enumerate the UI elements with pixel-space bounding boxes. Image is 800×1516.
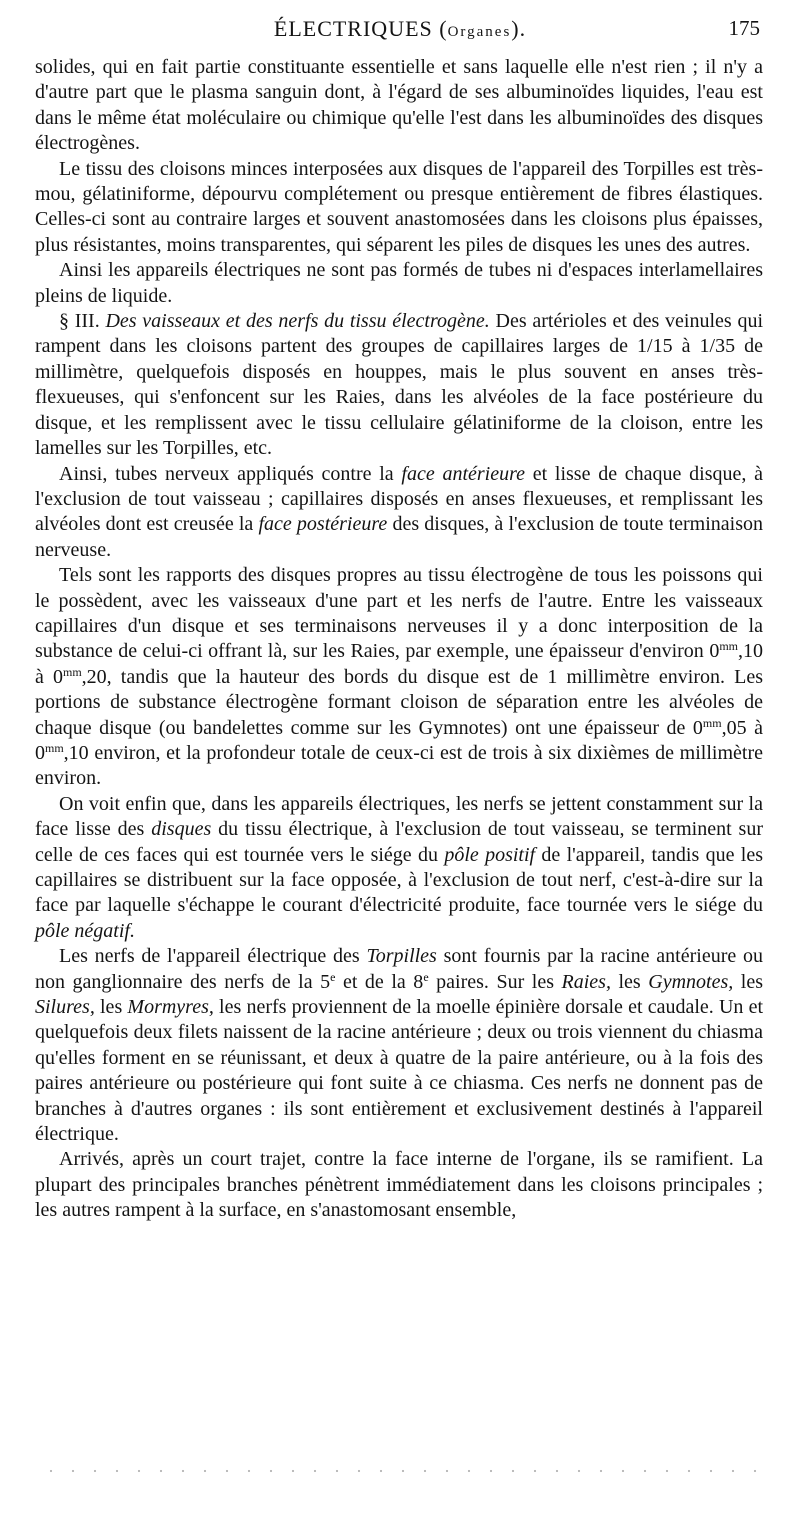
italic-text: pôle négatif. bbox=[35, 919, 135, 942]
running-header bbox=[0, 10, 800, 46]
text-segment: ,05 à 0 bbox=[35, 716, 763, 764]
italic-text: Gymnotes, bbox=[648, 970, 734, 993]
footer-noise-dots bbox=[40, 1468, 760, 1478]
paragraph bbox=[35, 309, 763, 461]
superscript-text: mm bbox=[702, 715, 722, 730]
paragraph bbox=[35, 258, 763, 309]
text-segment: ,20, tandis que la hauteur des bords du disque est de 1 millimètre environ. Les portions de substance électrogène formant cloison de séparation entre les alvéoles de chaque disque (ou bandelettes comme sur les Gymnotes) ont une épaisseur de 0 bbox=[35, 665, 763, 739]
text-segment: Le tissu des cloisons minces interposées aux disques de l'appareil des Torpilles est très-mou, gélatiniforme, dépourvu complétement ou presque entièrement de fibres élastiques. Celles-ci sont au contraire larges et souvent anastomosées dans les cloisons plus épaisses, plus résistantes, moins transparentes, qui séparent les piles de disques les unes des autres. bbox=[35, 157, 763, 256]
paragraph bbox=[35, 157, 763, 259]
text-segment: Tels sont les rapports des disques propres au tissu électrogène de tous les poissons qui le possèdent, avec les vaisseaux d'une part et les nerfs de l'autre. Entre les vaisseaux capillaires d'un disque et ses terminaisons nerveuses il y a donc interposition de la substance de celui-ci offrant là, sur les Raies, par exemple, une épaisseur d'environ 0 bbox=[35, 564, 763, 663]
running-title-smallcaps: Organes bbox=[447, 24, 512, 40]
italic-text: face postérieure bbox=[258, 513, 388, 536]
text-segment: les bbox=[733, 970, 763, 993]
italic-text: Mormyres, bbox=[127, 996, 214, 1019]
italic-text: Torpilles bbox=[366, 945, 437, 968]
text-segment: les bbox=[94, 996, 128, 1019]
running-title-main: ÉLECTRIQUES ( bbox=[273, 16, 448, 41]
italic-text: Raies, bbox=[561, 970, 611, 993]
italic-text: disques bbox=[151, 818, 212, 841]
running-title-end: ). bbox=[511, 16, 527, 41]
text-segment: des disques, à l'exclusion de toute terminaison nerveuse. bbox=[35, 513, 764, 561]
text-segment: solides, qui en fait partie constituante essentielle et sans laquelle elle n'est rien ; il n'y a d'autre part que le plasma sanguin dont, à l'égard de ses albuminoïdes liquides, l'eau est dans le même état moléculaire ou chimique qu'elle l'est dans les albuminoïdes des disques électrogènes. bbox=[35, 56, 763, 155]
superscript-text: mm bbox=[719, 639, 738, 654]
text-segment: Ainsi, tubes nerveux appliqués contre la bbox=[59, 462, 402, 485]
paragraph bbox=[35, 1147, 763, 1223]
superscript-text: mm bbox=[45, 740, 64, 755]
text-segment: les nerfs proviennent de la moelle épinière dorsale et caudale. Un et quelquefois deux filets naissent de la racine antérieure ; deux ou trois viennent du chiasma qu'elles forment en se réunissant, et deux à quatre de la paire antérieure, ou à la fois des paires antérieure ou postérieure qui font suite à ce chiasma. Ces nerfs ne donnent pas de branches à d'autres organes : ils sont entièrement et exclusivement destinés à l'appareil électrique. bbox=[35, 996, 763, 1146]
page-number: 175 bbox=[728, 16, 760, 40]
text-segment: et lisse de chaque disque, à l'exclusion de tout vaisseau ; capillaires disposés en anses flexueuses, et remplissant les alvéoles dont est creusée la bbox=[35, 462, 763, 536]
italic-text: Des vaisseaux et des nerfs du tissu électrogène. bbox=[105, 310, 490, 333]
body-text bbox=[35, 55, 763, 1224]
text-segment: et de la 8 bbox=[335, 970, 424, 993]
paragraph bbox=[35, 944, 763, 1147]
superscript-text: e bbox=[330, 969, 336, 984]
text-segment: Ainsi les appareils électriques ne sont pas formés de tubes ni d'espaces interlamellaires pleins de liquide. bbox=[35, 259, 763, 307]
text-segment: ,10 à 0 bbox=[35, 640, 763, 688]
paragraph bbox=[35, 792, 763, 944]
text-segment: paires. Sur les bbox=[428, 970, 562, 993]
text-segment: § III. bbox=[59, 310, 106, 333]
running-title bbox=[0, 16, 800, 42]
superscript-text: mm bbox=[63, 664, 82, 679]
italic-text: Silures, bbox=[35, 996, 95, 1019]
italic-text: face antérieure bbox=[401, 462, 526, 485]
text-segment: les bbox=[610, 970, 649, 993]
text-segment: de l'appareil, tandis que les capillaires se distribuent sur la face opposée, à l'exclusion de tout nerf, c'est-à-dire sur la face par laquelle s'échappe le courant d'électricité produite, face tournée vers le siége du bbox=[35, 843, 763, 917]
text-segment: du tissu électrique, à l'exclusion de tout vaisseau, se terminent sur celle de ces faces qui est tournée vers le siége du bbox=[35, 818, 763, 866]
text-segment: Arrivés, après un court trajet, contre la face interne de l'organe, ils se ramifient. La plupart des principales branches pénètrent immédiatement dans les cloisons principales ; les autres rampent à la surface, en s'anastomosant ensemble, bbox=[35, 1148, 763, 1222]
text-segment: Des artérioles et des veinules qui rampent dans les cloisons partent des groupes de capillaires larges de 1/15 à 1/35 de millimètre, quelquefois disposés en houppes, mais le plus souvent en anses très-flexueuses, qui s'enfoncent sur les Raies, dans les alvéoles de la face postérieure du disque, et les remplissent avec le tissu cellulaire gélatiniforme de la cloison, entre les lamelles sur les Torpilles, etc. bbox=[35, 310, 764, 460]
text-segment: Les nerfs de l'appareil électrique des bbox=[59, 945, 367, 968]
text-segment: On voit enfin que, dans les appareils électriques, les nerfs se jettent constamment sur la face lisse des bbox=[35, 792, 763, 841]
paragraph bbox=[35, 462, 763, 564]
text-segment: ,10 environ, et la profondeur totale de ceux-ci est de trois à six dixièmes de millimètre environ. bbox=[35, 741, 763, 790]
text-segment: sont fournis par la racine antérieure ou non ganglionnaire des nerfs de la 5 bbox=[35, 945, 764, 993]
superscript-text: e bbox=[423, 969, 429, 984]
paragraph bbox=[35, 55, 763, 157]
paragraph bbox=[35, 563, 763, 792]
italic-text: pôle positif bbox=[444, 843, 536, 866]
